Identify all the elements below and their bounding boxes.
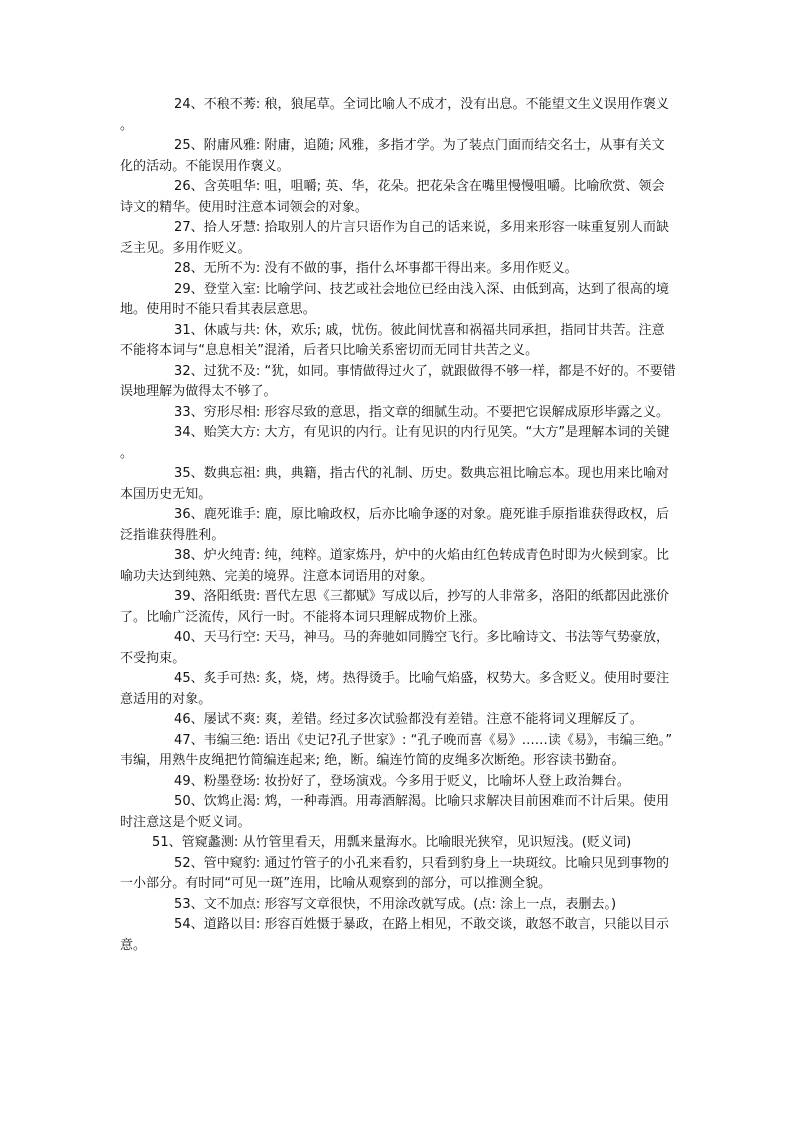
idiom-entry-27: 27、拾人牙慧: 拾取别人的片言只语作为自己的话来说，多用来形容一味重复别人而缺乏主见。多用作贬义。 [120, 220, 670, 256]
idiom-entry-53: 53、文不加点: 形容写文章很快，不用涂改就写成。(点: 涂上一点，表删去。) [174, 896, 617, 912]
idiom-entry-35: 35、数典忘祖: 典，典籍，指古代的礼制、历史。数典忘祖比喻忘本。现也用来比喻对本国历史无知。 [120, 466, 670, 502]
document-body [120, 95, 676, 956]
idiom-entry-29: 29、登堂入室: 比喻学问、技艺或社会地位已经由浅入深、由低到高，达到了很高的境地。使用时不能只看其表层意思。 [120, 281, 670, 317]
idiom-entry-31: 31、休戚与共: 休，欢乐; 戚，忧伤。彼此间忧喜和祸福共同承担，指同甘共苦。注意不能将本词与“息息相关”混淆，后者只比喻关系密切而无同甘共苦之义。 [120, 322, 665, 358]
idiom-entry-32: 32、过犹不及: “犹，如同。事情做得过火了，就跟做得不够一样，都是不好的。不要错误地理解为做得太不够了。 [120, 363, 676, 399]
idiom-entry-52: 52、管中窥豹: 通过竹管子的小孔来看豹，只看到豹身上一块斑纹。比喻只见到事物的一小部分。有时同“可见一斑”连用，比喻从观察到的部分，可以推测全貌。 [120, 855, 670, 891]
idiom-entry-38: 38、炉火纯青: 纯，纯粹。道家炼丹，炉中的火焰由红色转成青色时即为火候到家。比喻功夫达到纯熟、完美的境界。注意本词语用的对象。 [120, 548, 670, 584]
idiom-entry-36: 36、鹿死谁手: 鹿，原比喻政权，后亦比喻争逐的对象。鹿死谁手原指谁获得政权，后泛指谁获得胜利。 [120, 507, 670, 543]
idiom-entry-50: 50、饮鸩止渴: 鸩，一种毒酒。用毒酒解渴。比喻只求解决目前困难而不计后果。使用时注意这是个贬义词。 [120, 794, 670, 830]
idiom-entry-49: 49、粉墨登场: 妆扮好了，登场演戏。今多用于贬义，比喻坏人登上政治舞台。 [174, 773, 630, 789]
idiom-entry-25: 25、附庸风雅: 附庸，追随; 风雅，多指才学。为了装点门面而结交名士，从事有关文化的活动。不能误用作褒义。 [120, 138, 665, 174]
idiom-entry-54: 54、道路以目: 形容百姓慑于暴政，在路上相见，不敢交谈，敢怒不敢言，只能以目示意。 [120, 917, 670, 953]
idiom-entry-45: 45、炙手可热: 炙，烧，烤。热得烫手。比喻气焰盛，权势大。多含贬义。使用时要注意适用的对象。 [120, 671, 670, 707]
idiom-entry-46: 46、屡试不爽: 爽，差错。经过多次试验都没有差错。注意不能将词义理解反了。 [174, 712, 643, 727]
idiom-entry-24: 24、不稂不莠: 稂，狼尾草。全词比喻人不成才，没有出息。不能望文生义误用作褒义。 [120, 97, 670, 133]
idiom-entry-39: 39、洛阳纸贵: 晋代左思《三都赋》写成以后，抄写的人非常多，洛阳的纸都因此涨价了。比喻广泛流传，风行一时。不能将本词只理解成物价上涨。 [120, 589, 670, 625]
idiom-entry-34: 34、贻笑大方: 大方，有见识的内行。让有见识的内行见笑。“大方”是理解本词的关键。 [120, 425, 670, 461]
idiom-entry-47: 47、韦编三绝: 语出《史记?孔子世家》: “孔子晚而喜《易》……读《易》，韦编三绝。”韦编，用熟牛皮绳把竹简编连起来; 绝，断。编连竹简的皮绳多次断绝。形容读书勤奋。 [120, 732, 673, 768]
idiom-entry-28: 28、无所不为: 没有不做的事，指什么坏事都干得出来。多用作贬义。 [174, 261, 578, 276]
idiom-entry-26: 26、含英咀华: 咀，咀嚼; 英、华，花朵。把花朵含在嘴里慢慢咀嚼。比喻欣赏、领会诗文的精华。使用时注意本词领会的对象。 [120, 179, 665, 215]
idiom-entry-40: 40、天马行空: 天马，神马。马的奔驰如同腾空飞行。多比喻诗文、书法等气势豪放，不受拘束。 [120, 630, 670, 666]
idiom-entry-51: 51、管窥蠡测: 从竹管里看天，用瓢来量海水。比喻眼光狭窄，见识短浅。(贬义词) [152, 835, 632, 850]
idiom-entry-33: 33、穷形尽相: 形容尽致的意思，指文章的细腻生动。不要把它误解成原形毕露之义。 [174, 404, 670, 420]
